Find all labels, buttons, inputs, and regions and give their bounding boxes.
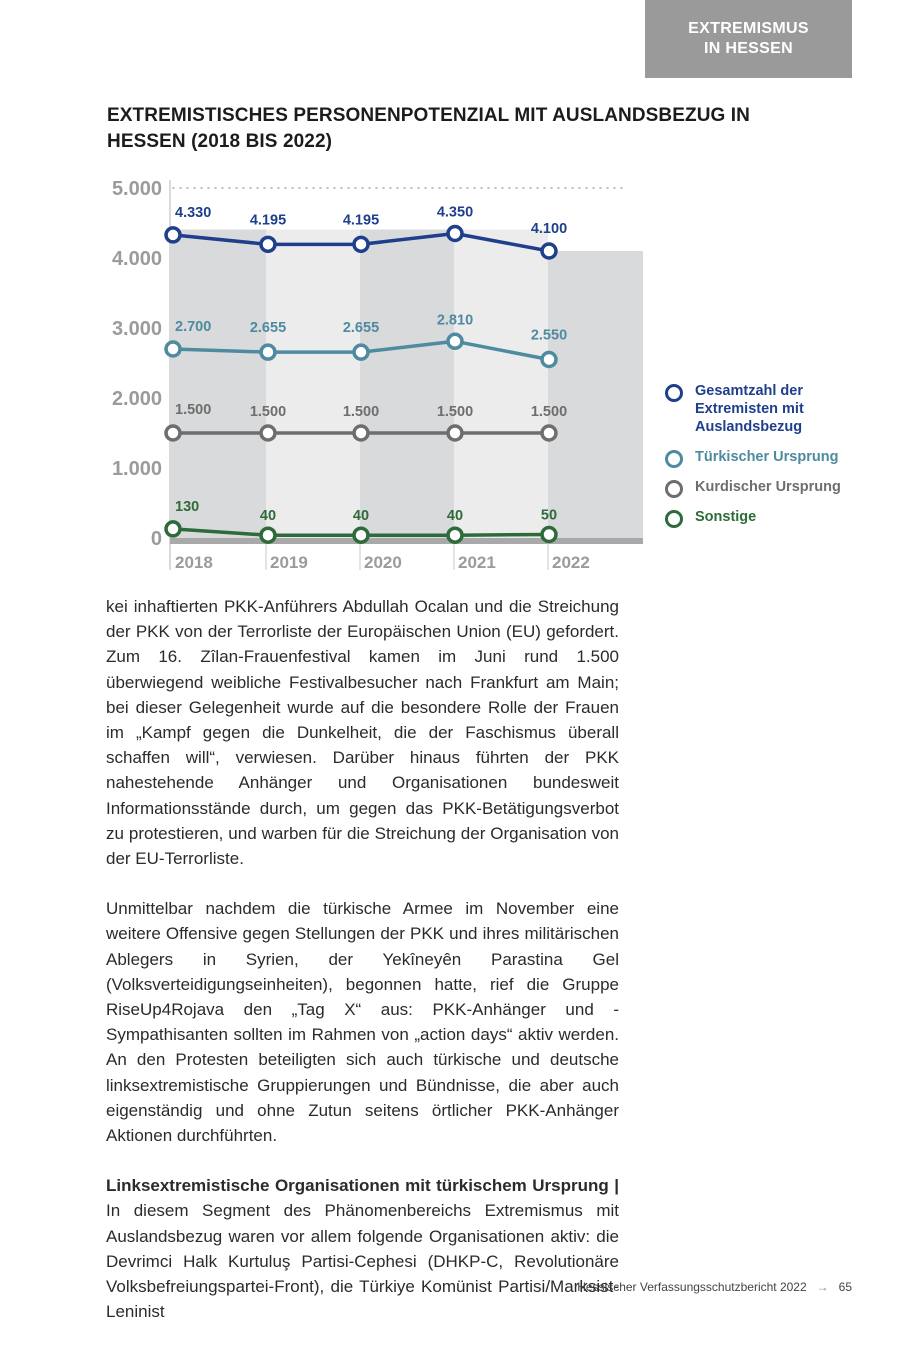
data-point: [166, 342, 180, 356]
data-label: 2.810: [436, 312, 474, 329]
y-tick-label: 5.000: [111, 178, 162, 200]
data-point: [448, 426, 462, 440]
paragraph-2: Unmittelbar nachdem die türkische Armee im November eine weitere Offensive gegen Stellungen der PKK und ihres militärischen Ablegers in Syrien, der Yekîneyên Parastina Gel (Volksverteidigungseinheiten), begonnen hatte, rief die Gruppe RiseUp4Rojava den „Tag X“ aus: PKK-Anhänger und -Sympathisanten sollten im Rahmen von „action days“ aktiv werden. An den Protesten beteiligten sich auch türkische und deutsche linksextremistische Gruppierungen und Bündnisse, die aber auch eigenständig und ohne Zutun seitens örtlicher PKK-Anhänger Aktionen durchführten.: [106, 899, 619, 1146]
chart-baseline: [170, 538, 643, 544]
legend-item-turkish: [665, 448, 865, 466]
x-tick-label: 2018: [175, 553, 213, 572]
arrow-right-icon: →: [816, 1280, 829, 1294]
data-point: [448, 334, 462, 348]
data-label: 4.350: [436, 204, 474, 221]
data-point: [166, 426, 180, 440]
data-label: 1.500: [342, 404, 380, 420]
section-tab: [645, 0, 852, 78]
legend-marker-kurdish: [665, 480, 683, 498]
data-label: 2.700: [175, 319, 212, 335]
data-label: 40: [259, 508, 277, 525]
paragraph-3-runin-heading: Linksextremistische Organisationen mit türkischem Ursprung |: [106, 1176, 619, 1196]
legend-marker-other: [665, 510, 683, 528]
legend-label-total: Gesamtzahl der Extremisten mit Auslandsbezug: [695, 383, 804, 435]
chart-band-2022: [548, 251, 643, 538]
chart-band-2018: [171, 230, 266, 539]
x-tick-label: 2021: [458, 553, 496, 572]
section-tab-line-2: IN HESSEN: [704, 40, 793, 57]
body-text: [106, 594, 619, 1349]
x-tick-label: 2020: [364, 553, 402, 572]
y-tick-label: 3.000: [111, 318, 162, 340]
y-tick-label: 4.000: [111, 248, 162, 270]
legend-label-turkish: Türkischer Ursprung: [695, 449, 839, 465]
data-point: [542, 353, 556, 367]
chart-legend: [665, 382, 865, 538]
section-tab-line-1: EXTREMISMUS: [688, 20, 809, 37]
footer-publication: Hessischer Verfassungsschutzbericht 2022: [577, 1280, 807, 1294]
x-tick-label: 2022: [552, 553, 590, 572]
legend-item-total: [665, 382, 865, 436]
paragraph-3: [106, 1173, 619, 1324]
data-point: [542, 244, 556, 258]
data-label: 4.100: [530, 221, 568, 237]
data-point: [261, 528, 275, 542]
data-label: 50: [540, 507, 558, 524]
chart-title: EXTREMISTISCHES PERSONENPOTENZIAL MIT AUSLANDSBEZUG IN HESSEN (2018 BIS 2022): [107, 105, 751, 152]
data-point: [542, 426, 556, 440]
y-tick-label: 0: [150, 528, 162, 550]
data-label: 1.500: [175, 402, 212, 418]
legend-label-kurdish: Kurdischer Ursprung: [695, 479, 841, 495]
data-point: [354, 528, 368, 542]
page-footer: [560, 1280, 852, 1294]
data-label: 4.195: [249, 212, 287, 229]
legend-marker-total: [665, 384, 683, 402]
chart-band-2019: [266, 230, 360, 539]
y-tick-label: 2.000: [111, 388, 162, 410]
data-label: 2.655: [342, 320, 380, 337]
data-point: [542, 528, 556, 542]
data-label: 2.550: [530, 327, 568, 344]
data-label: 40: [446, 508, 464, 525]
data-point: [354, 345, 368, 359]
legend-item-kurdish: [665, 478, 865, 496]
legend-item-other: [665, 508, 865, 526]
chart-band-2020: [360, 230, 454, 539]
paragraph-1: kei inhaftierten PKK-Anführers Abdullah Ocalan und die Streichung der PKK von der Terrorliste der Europäischen Union (EU) gefordert. Zum 16. Zîlan-Frauenfestival kamen im Juni rund 1.500 überwiegend weibliche Festivalbesucher nach Frankfurt am Main; bei dieser Gelegenheit wurde auf die besondere Rolle der Frauen im „Kampf gegen die Dunkelheit, die der Faschismus überall schaffen will“, verwiesen. Darüber hinaus führten der PKK nahestehende Anhänger und Organisationen bundesweit Informationsstände durch, um gegen das PKK-Betätigungsverbot zu protestieren, und warben für die Streichung der Organisation von der EU-Terrorliste.: [106, 597, 619, 869]
data-label: 130: [175, 498, 200, 515]
legend-marker-turkish: [665, 450, 683, 468]
data-label: 1.500: [530, 404, 568, 420]
data-label: 1.500: [436, 404, 474, 420]
data-point: [354, 426, 368, 440]
data-point: [261, 426, 275, 440]
data-point: [354, 237, 368, 251]
x-tick-label: 2019: [270, 553, 308, 572]
data-point: [261, 345, 275, 359]
data-point: [448, 227, 462, 241]
data-label: 40: [352, 508, 370, 525]
chart-band-2021: [454, 230, 548, 539]
data-point: [166, 522, 180, 536]
data-point: [166, 228, 180, 242]
paragraph-3-text: In diesem Segment des Phänomenbereichs Extremismus mit Auslandsbezug waren vor allem folgende Organisationen aktiv: die Devrimci Halk Kurtuluş Partisi-Cephesi (DHKP-C, Revolutionäre Volksbefreiungspartei-Front), die Türkiye Komünist Partisi/Marksist-Leninist: [106, 1201, 619, 1322]
data-label: 2.655: [249, 320, 287, 337]
data-label: 4.330: [175, 204, 212, 221]
legend-label-other: Sonstige: [695, 509, 757, 525]
data-label: 1.500: [249, 404, 287, 420]
data-point: [448, 528, 462, 542]
y-tick-label: 1.000: [111, 458, 162, 480]
data-point: [261, 237, 275, 251]
page-number: 65: [838, 1280, 852, 1294]
data-label: 4.195: [342, 212, 380, 229]
